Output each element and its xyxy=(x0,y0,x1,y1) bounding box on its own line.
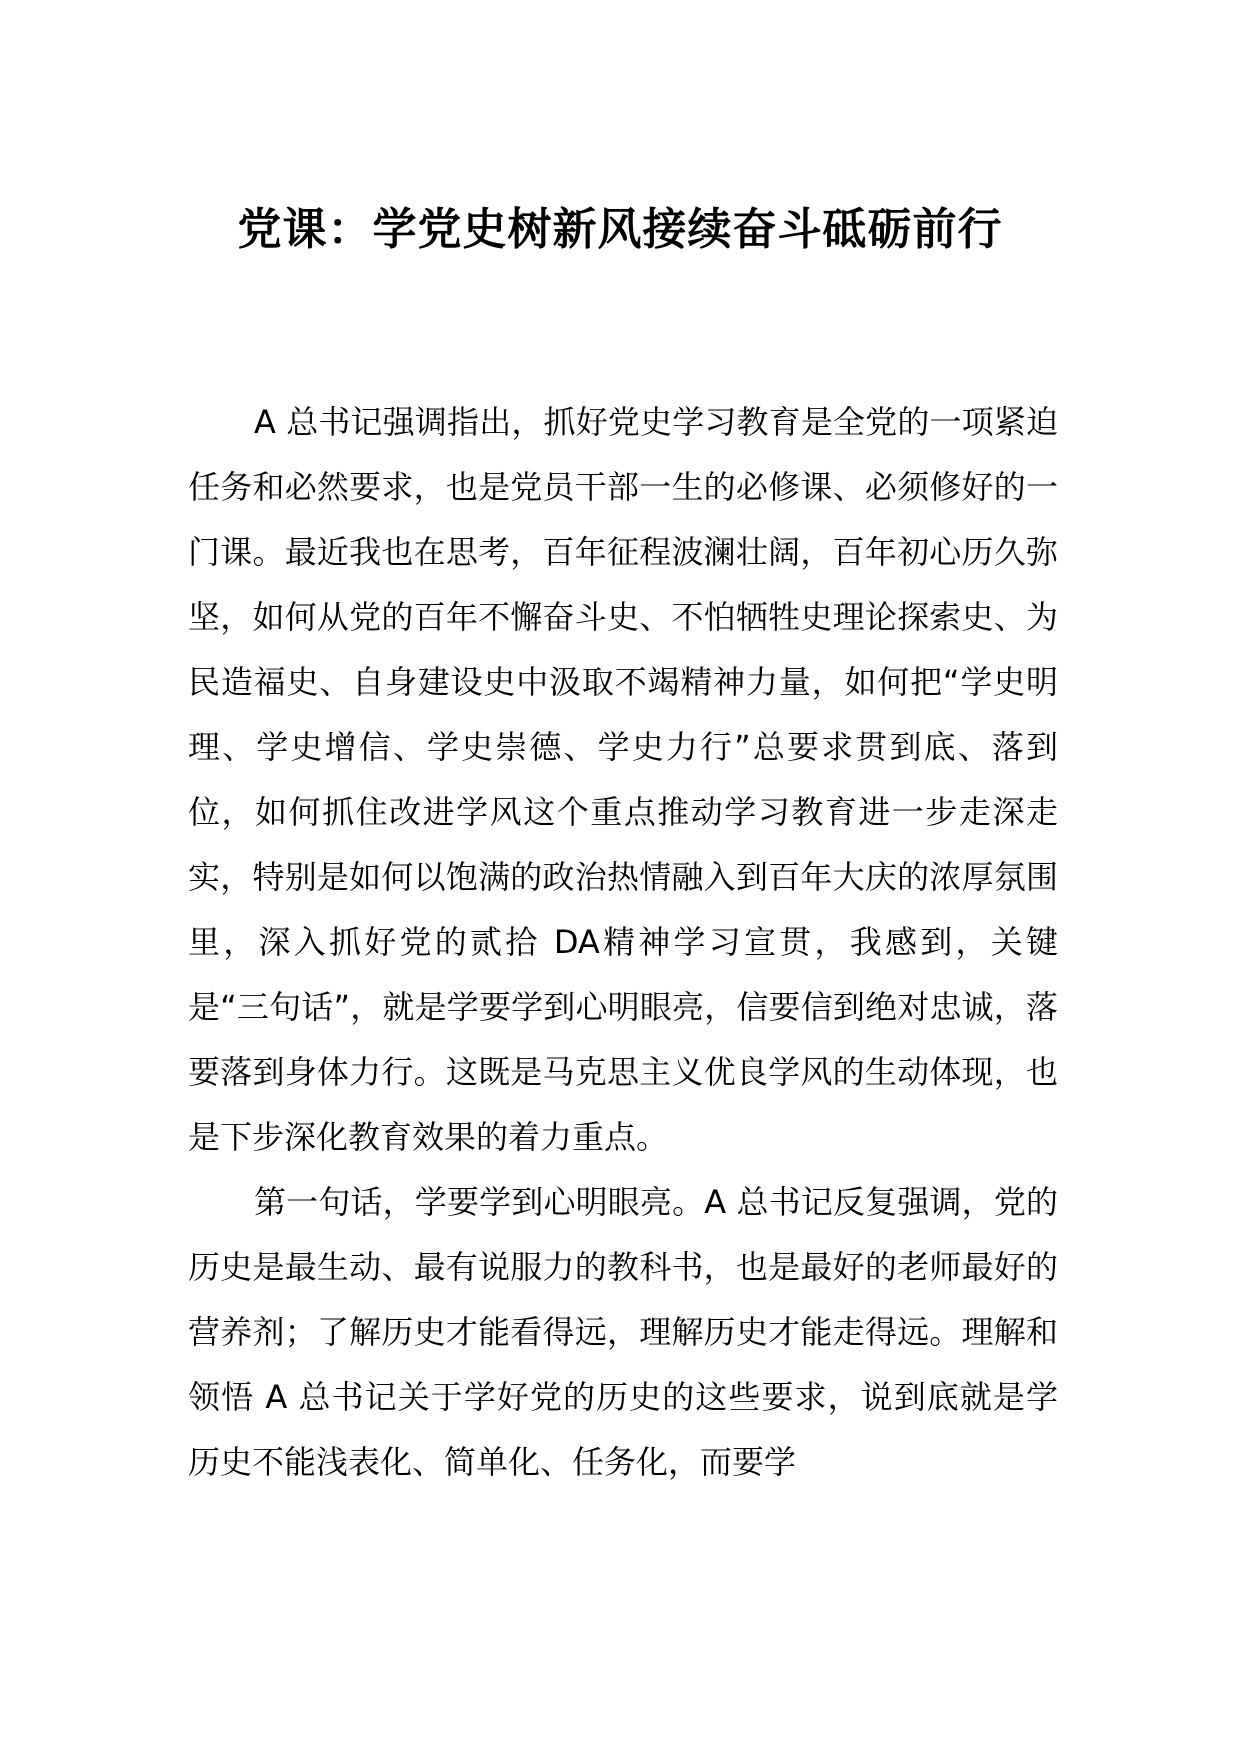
document-title: 党课：学党史树新风接续奋斗砥砺前行 xyxy=(237,204,1003,255)
paragraph-1: A 总书记强调指出，抓好党史学习教育是全党的一项紧迫任务和必然要求，也是党员干部一生的必修课、必须修好的一门课。最近我也在思考，百年征程波澜壮阔，百年初心历久弥坚，如何从党的百年不懈奋斗史、不怕牺牲史理论探索史、为民造福史、自身建设史中汲取不竭精神力量，如何把“学史明理、学史增信、学史崇德、学史力行”总要求贯到底、落到位，如何抓住改进学风这个重点推动学习教育进一步走深走实，特别是如何以饱满的政治热情融入到百年大庆的浓厚氛围里，深入抓好党的贰拾 DA精神学习宣贯，我感到，关键是“三句话”，就是学要学到心明眼亮，信要信到绝对忠诚，落要落到身体力行。这既是马克思主义优良学风的生动体现，也是下步深化教育效果的着力重点。 xyxy=(188,403,1058,1156)
document-body xyxy=(188,390,1058,1495)
paragraph-2: 第一句话，学要学到心明眼亮。A 总书记反复强调，党的历史是最生动、最有说服力的教科书，也是最好的老师最好的营养剂；了解历史才能看得远，理解历史才能走得远。理解和领悟 A 总书记关于学好党的历史的这些要求，说到底就是学历史不能浅表化、简单化、任务化，而要学 xyxy=(188,1183,1058,1481)
